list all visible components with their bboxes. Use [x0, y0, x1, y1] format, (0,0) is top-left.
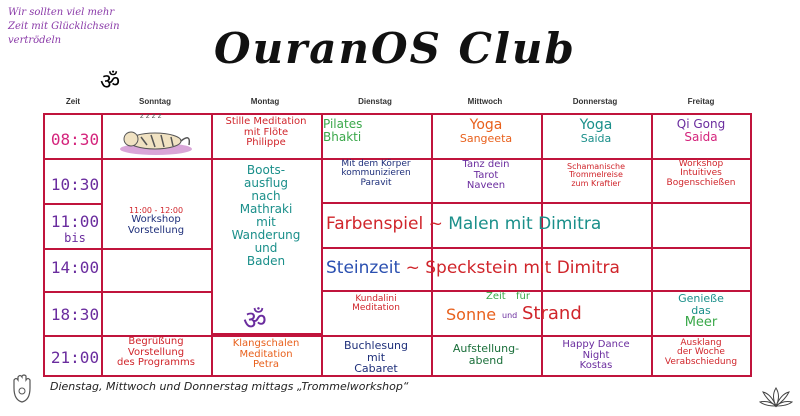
cell-sun-evening-line-2: Vorstellung: [127, 346, 185, 358]
cell-fri-evening: [653, 339, 749, 367]
steinzeit-sub: Speckstein mit Dimitra: [425, 258, 620, 278]
sonne-fuer: für: [516, 291, 530, 302]
cell-thu-schamanisch: [543, 163, 649, 188]
cell-thu-yoga-title: Yoga: [579, 117, 613, 133]
cell-wed-evening-line-2: abend: [468, 353, 504, 367]
cell-thu-yoga-teacher: Saida: [580, 131, 612, 145]
cell-wed-evening: [433, 343, 539, 366]
cell-mon-boot-line-4: Mathraki: [239, 202, 293, 216]
cell-wed-yoga: [433, 118, 539, 144]
cell-sun-workshop-time: 11:00 - 12:00: [128, 206, 184, 215]
cell-thu-evening-line-3: Kostas: [579, 360, 613, 371]
cell-thu-yoga: [543, 118, 649, 144]
time-1830: 18:30: [50, 305, 100, 324]
cell-thu-evening-line-2: Night: [582, 349, 610, 361]
cell-mon-meditation-line-3: Philippe: [246, 137, 286, 148]
cell-fri-geniesse-line-3: Meer: [684, 315, 718, 331]
header-sonntag: Sonntag: [139, 97, 171, 106]
cell-mon-meditation-line-1: Stille Meditation: [225, 116, 307, 127]
footer-note: Dienstag, Mittwoch und Donnerstag mittags „Trommelworkshop“: [50, 380, 409, 393]
cell-mon-boot-line-6: Wanderung: [231, 228, 301, 242]
note-line-3: vertrödeln: [8, 35, 62, 46]
cell-wed-yoga-teacher: Sangeeta: [459, 131, 513, 145]
cell-sun-workshop-sub: Vorstellung: [127, 224, 185, 236]
time-bis: bis: [64, 231, 86, 245]
sonne-und: und: [502, 311, 518, 320]
om-icon-monday: ॐ: [243, 306, 267, 336]
cell-mon-evening-line-2: Meditation: [239, 348, 293, 360]
farbenspiel-title: Farbenspiel: [326, 214, 424, 234]
cell-mon-boot-line-1: Boots-: [246, 163, 286, 177]
farbenspiel-sep: ~: [428, 214, 443, 234]
cell-mon-boot-line-3: nach: [251, 189, 281, 203]
cell-fri-workshop-line-1: Workshop: [678, 159, 724, 169]
cell-tue-koerper: [323, 160, 429, 188]
cell-tue-kundalini-line-1: Kundalini: [355, 294, 397, 304]
time-1100: 11:00: [50, 212, 100, 231]
header-mittwoch: Mittwoch: [467, 97, 503, 106]
cell-wed-evening-line-1: Aufstellung-: [452, 342, 520, 355]
hamsa-hand-icon: [8, 372, 36, 406]
sleep-zzz: z z z z: [140, 112, 162, 120]
time-1400: 14:00: [50, 258, 100, 277]
cell-tue-evening-line-3: Cabaret: [354, 362, 398, 376]
header-dienstag: Dienstag: [358, 97, 392, 106]
cell-sun-evening-line-1: Begrüßung: [128, 336, 184, 347]
cell-sun-evening-line-3: des Programms: [116, 357, 196, 368]
sonne-strand: Strand: [522, 303, 582, 324]
cell-mon-meditation-line-2: mit Flöte: [243, 126, 289, 138]
cell-mon-evening-line-1: Klangschalen: [232, 338, 300, 349]
time-2100: 21:00: [50, 348, 100, 367]
cell-fri-qigong-title: Qi Gong: [676, 117, 726, 131]
cell-wed-yoga-title: Yoga: [469, 117, 503, 133]
cell-tue-evening-line-2: mit: [366, 350, 386, 364]
cell-fri-qigong-teacher: Saida: [684, 129, 718, 144]
cell-thu-evening-line-1: Happy Dance: [562, 339, 630, 350]
cell-mon-boot-line-2: ausflug: [244, 176, 288, 190]
cell-sun-workshop-title: Workshop: [131, 214, 181, 226]
cell-fri-workshop-line-3: Bogenschießen: [666, 177, 736, 188]
cell-fri-geniesse-line-2: das: [691, 303, 711, 317]
cell-mon-bootsausflug: [213, 164, 319, 268]
farbenspiel-sub: Malen mit Dimitra: [448, 214, 602, 234]
cell-farbenspiel: [326, 214, 746, 234]
steinzeit-sep: ~: [405, 258, 420, 278]
header-freitag: Freitag: [687, 97, 715, 106]
cell-mon-boot-line-8: Baden: [246, 254, 286, 268]
lotus-icon: [758, 384, 794, 410]
cell-tue-evening: [323, 340, 429, 375]
sonne-sonne: Sonne: [446, 305, 497, 324]
sonne-zeit: Zeit: [486, 291, 506, 302]
cell-thu-evening: [543, 340, 649, 372]
cell-wed-tanz-line-3: Naveen: [466, 180, 506, 191]
cell-fri-evening-line-1: Ausklang: [680, 338, 722, 348]
cell-tue-kundalini-line-2: Meditation: [352, 303, 400, 314]
steinzeit-title: Steinzeit: [326, 258, 401, 278]
cell-sonne-strand: [436, 291, 648, 333]
cell-fri-evening-line-3: Verabschiedung: [664, 356, 738, 367]
cell-mon-evening-line-3: Petra: [253, 359, 279, 370]
cell-fri-workshop-line-2: Intuitives: [680, 168, 722, 179]
cell-mon-meditation: [213, 117, 319, 149]
cell-wed-tanz-line-1: Tanz dein: [462, 159, 510, 170]
cell-mon-boot-line-7: und: [254, 241, 278, 255]
cell-wed-tanz-line-2: Tarot: [473, 169, 499, 181]
cell-sun-workshop: [103, 207, 209, 236]
header-montag: Montag: [250, 97, 280, 106]
cell-fri-workshop: [653, 160, 749, 188]
cell-sun-evening: [103, 337, 209, 369]
cell-mon-boot-line-5: mit: [256, 215, 276, 229]
cat-sleeping-icon: [108, 118, 204, 158]
cell-fri-qigong: [653, 118, 749, 143]
cell-steinzeit: [326, 258, 746, 278]
note-line-1: Wir sollten viel mehr: [8, 7, 115, 18]
cell-tue-pilates-title: Pilates: [323, 117, 363, 131]
cell-tue-koerper-line-1: Mit dem Körper: [341, 159, 411, 169]
cell-fri-geniesse-line-1: Genieße: [678, 292, 724, 305]
header-zeit: Zeit: [65, 97, 81, 106]
cell-thu-schamanisch-line-2: Trommelreise: [569, 170, 623, 180]
cell-fri-evening-line-2: der Woche: [677, 347, 725, 358]
cell-tue-evening-line-1: Buchlesung: [343, 339, 409, 352]
handwritten-note: [8, 6, 238, 48]
note-line-2: Zeit mit Glücklichsein: [8, 21, 120, 32]
cell-tue-koerper-line-3: Paravit: [360, 177, 392, 188]
header-donnerstag: Donnerstag: [572, 97, 618, 106]
cell-tue-pilates-teacher: Bhakti: [323, 129, 362, 144]
cell-tue-pilates: [323, 118, 403, 143]
cell-wed-tanz: [433, 160, 539, 192]
cell-fri-geniesse: [653, 293, 749, 330]
time-1030: 10:30: [50, 175, 100, 194]
cell-thu-schamanisch-line-3: zum Kraftier: [571, 178, 621, 188]
cell-tue-koerper-line-2: kommunizieren: [341, 168, 411, 179]
time-0830: 08:30: [50, 130, 100, 149]
om-icon: ॐ: [100, 70, 121, 95]
page-title: OuranOS Club: [214, 24, 576, 73]
cell-tue-kundalini: [323, 295, 429, 314]
cell-thu-schamanisch-line-1: Schamanische: [567, 162, 625, 171]
cell-mon-evening: [213, 339, 319, 371]
